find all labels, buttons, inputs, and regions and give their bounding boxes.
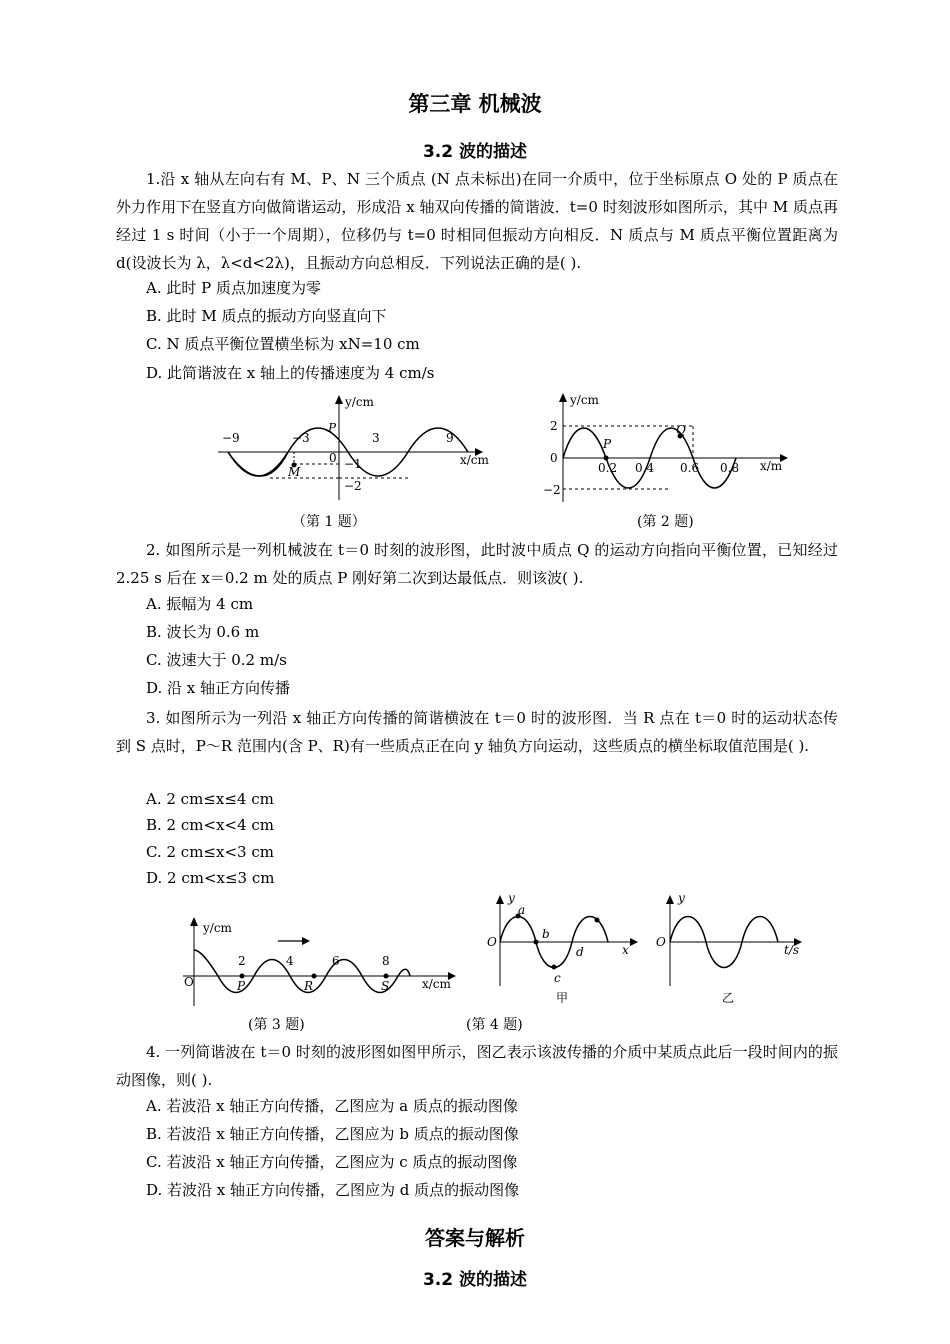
fig3-caption: (第 3 题): [248, 1017, 305, 1033]
q2-option-d: D. 沿 x 轴正方向传播: [146, 679, 291, 697]
fig2-tick-08: 0.8: [720, 461, 740, 475]
fig1-tick-m1: −1: [344, 457, 362, 471]
point-p: [240, 974, 245, 979]
fig3-tick-4: 4: [286, 954, 294, 968]
fig4-point-c: c: [554, 971, 561, 985]
fig4-point-b: b: [542, 927, 550, 941]
figure-3: [178, 912, 468, 1012]
figure-1: [210, 392, 495, 502]
fig3-origin: O: [184, 975, 194, 989]
fig2-tick-02: 0.2: [598, 461, 618, 475]
fig1-tick-m3: −3: [292, 431, 310, 445]
q3-option-c: C. 2 cm≤x<3 cm: [146, 843, 274, 861]
fig1-point-p: P: [328, 421, 337, 435]
fig1-point-m: M: [288, 465, 301, 479]
fig2-tick-0: 0: [550, 451, 558, 465]
fig4-jia-x: x: [622, 943, 629, 957]
q2-option-b: B. 波长为 0.6 m: [146, 623, 260, 641]
section-title: 3.2 波的描述: [422, 142, 528, 162]
q1-option-c: C. N 质点平衡位置横坐标为 xN=10 cm: [146, 335, 420, 353]
fig2-y-label: y/cm: [570, 393, 599, 407]
fig3-point-s: S: [381, 979, 390, 993]
fig3-tick-8: 8: [382, 954, 390, 968]
figure-2: [540, 390, 790, 505]
fig4-yi-x: t/s: [784, 943, 800, 957]
fig4-jia-y: y: [508, 891, 515, 905]
point-r: [312, 974, 317, 979]
fig1-tick-0: 0: [329, 451, 337, 465]
q2-option-c: C. 波速大于 0.2 m/s: [146, 651, 287, 669]
fig1-caption: （第 1 题）: [292, 514, 366, 530]
point-d-marker: [595, 918, 600, 923]
q3-stem: 3. 如图所示为一列沿 x 轴正方向传播的简谐横波在 t＝0 时的波形图．当 R 点在 t＝0 时的运动状态传到 S 点时，P～R 范围内(含 P、R)有一些质点正在向 y 轴负方向运动，这些质点的横坐标取值范围是( ).: [116, 709, 838, 755]
point-p: [604, 456, 609, 461]
fig3-point-p: P: [237, 979, 246, 993]
fig4-caption: (第 4 题): [466, 1017, 523, 1033]
fig4-point-a: a: [518, 903, 526, 917]
fig3-y-label: y/cm: [203, 921, 232, 935]
fig3-point-r: R: [304, 979, 314, 993]
answer-title: 答案与解析: [425, 1226, 525, 1250]
fig2-tick-04: 0.4: [635, 461, 655, 475]
q4-stem: 4. 一列简谐波在 t＝0 时刻的波形图如图甲所示，图乙表示该波传播的介质中某质点此后一段时间内的振动图像，则( ).: [116, 1043, 838, 1089]
q3-option-b: B. 2 cm<x<4 cm: [146, 816, 275, 834]
fig1-tick-3: 3: [372, 431, 380, 445]
q2-stem: 2. 如图所示是一列机械波在 t＝0 时刻的波形图，此时波中质点 Q 的运动方向指向平衡位置，已知经过 2.25 s 后在 x＝0.2 m 处的质点 P 刚好第二次到达最低点．则该波( ).: [116, 541, 838, 587]
q3-option-d: D. 2 cm<x≤3 cm: [146, 869, 275, 887]
fig1-tick-m9: −9: [222, 431, 240, 445]
figure-4: [484, 890, 814, 1008]
fig2-tick-m2: −2: [543, 483, 561, 497]
fig4-point-d: d: [576, 945, 584, 959]
fig2-point-q: Q: [676, 423, 686, 437]
q1-option-a: A. 此时 P 质点加速度为零: [146, 279, 321, 297]
fig2-tick-2: 2: [550, 419, 558, 433]
fig3-tick-6: 6: [332, 954, 340, 968]
answer-section-title: 3.2 波的描述: [422, 1270, 528, 1290]
q4-option-c: C. 若波沿 x 轴正方向传播，乙图应为 c 质点的振动图像: [146, 1153, 518, 1171]
q1-option-b: B. 此时 M 质点的振动方向竖直向下: [146, 307, 387, 325]
q2-option-a: A. 振幅为 4 cm: [146, 595, 254, 613]
fig2-caption: (第 2 题): [637, 514, 694, 530]
q3-option-a: A. 2 cm≤x≤4 cm: [146, 790, 274, 808]
point-s: [384, 974, 389, 979]
fig1-tick-9: 9: [446, 431, 454, 445]
q1-option-d: D. 此简谐波在 x 轴上的传播速度为 4 cm/s: [146, 364, 435, 382]
q4-option-d: D. 若波沿 x 轴正方向传播，乙图应为 d 质点的振动图像: [146, 1181, 520, 1199]
q4-option-a: A. 若波沿 x 轴正方向传播，乙图应为 a 质点的振动图像: [146, 1097, 518, 1115]
fig1-x-label: x/cm: [460, 453, 489, 467]
q1-stem: 1.沿 x 轴从左向右有 M、P、N 三个质点 (N 点未标出)在同一介质中，位于坐标原点 O 处的 P 质点在外力作用下在竖直方向做简谐运动，形成沿 x 轴双向传播的简谐波．t=0 时刻波形如图所示，其中 M 质点再经过 1 s 时间（小于一个周期），位移仍与 t=0 时相同但振动方向相反．N 质点与 M 质点平衡位置距离为 d(设波长为 λ，λ<d<2λ)，且振动方向总相反．下列说法正确的是( ).: [116, 170, 838, 272]
fig1-tick-m2: −2: [344, 479, 362, 493]
fig2-point-p: P: [603, 437, 612, 451]
fig4-yi-y: y: [678, 891, 685, 905]
point-c: [552, 965, 557, 970]
fig4-yi-origin: O: [656, 935, 666, 949]
fig4-jia-label: 甲: [556, 991, 569, 1005]
point-b: [534, 940, 539, 945]
fig1-y-label: y/cm: [345, 395, 374, 409]
q4-option-b: B. 若波沿 x 轴正方向传播，乙图应为 b 质点的振动图像: [146, 1125, 519, 1143]
fig3-x-label: x/cm: [422, 977, 451, 991]
chapter-title: 第三章 机械波: [408, 92, 542, 116]
fig4-jia-origin: O: [487, 935, 497, 949]
fig2-x-label: x/m: [760, 459, 783, 473]
fig4-yi-label: 乙: [722, 991, 735, 1005]
fig2-tick-06: 0.6: [680, 461, 700, 475]
fig3-tick-2: 2: [238, 954, 246, 968]
